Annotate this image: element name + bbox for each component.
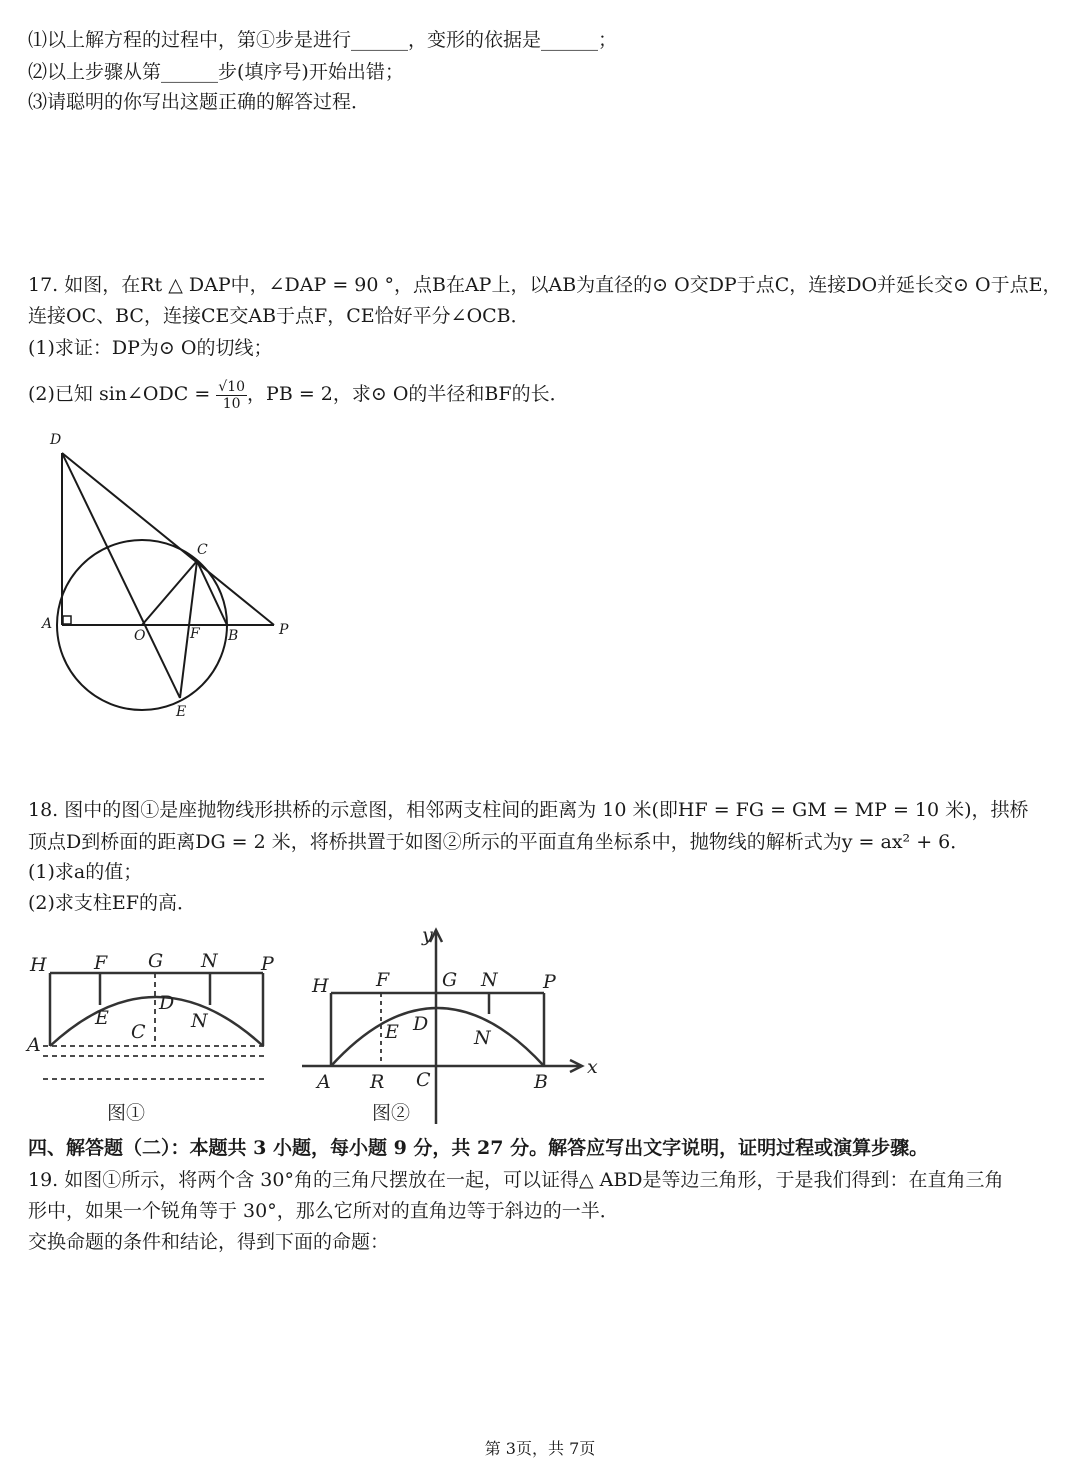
q18-part2: (2)求支柱EF的高． — [28, 892, 196, 914]
q19-line1: 19. 如图①所示，将两个含 30°角的三角尺摆放在一起，可以证得△ ABD是等边三角形，于是我们得到：在直角三角 — [28, 1169, 1004, 1191]
fig2-label-a: A — [317, 1071, 331, 1093]
q16-part2: ⑵以上步骤从第______步(填序号)开始出错； — [28, 61, 404, 83]
segment-dp — [62, 453, 274, 625]
fig1-label-c: C — [131, 1021, 146, 1043]
label-f: F — [190, 626, 200, 642]
fig1-label-n: N — [191, 1010, 208, 1032]
fig1-caption: 图① — [107, 1102, 146, 1124]
section4-heading: 四、解答题（二）：本题共 3 小题，每小题 9 分，共 27 分。解答应写出文字说明，证明过程或演算步骤。 — [28, 1137, 929, 1159]
fig2-arch — [331, 1008, 544, 1066]
segment-oc — [142, 561, 197, 625]
fig1-label-n-top: N — [201, 950, 218, 972]
q17-line1: 17. 如图，在Rt △ DAP中，∠DAP = 90 °，点B在AP上，以AB为直径的⊙ O交DP于点C，连接DO并延长交⊙ O于点E， — [28, 274, 1062, 296]
q16-part3: ⑶请聪明的你写出这题正确的解答过程． — [28, 91, 371, 113]
label-p: P — [279, 622, 289, 638]
q17-fraction-numerator: √10 — [218, 378, 246, 395]
q18-part1: (1)求a的值； — [28, 861, 143, 883]
fig1-arch — [50, 997, 263, 1046]
fig2-label-b: B — [534, 1071, 548, 1093]
segment-cb — [197, 561, 227, 625]
fig2-caption: 图② — [372, 1102, 411, 1124]
q17-fraction — [216, 379, 247, 412]
fig2-label-n: N — [474, 1027, 491, 1049]
label-c: C — [197, 542, 208, 558]
label-e: E — [176, 704, 187, 720]
fig2-label-c: C — [416, 1069, 431, 1091]
fig2-label-g: G — [442, 969, 458, 991]
fig2-label-y: y — [422, 924, 433, 946]
q17-part1: (1)求证：DP为⊙ O的切线； — [28, 337, 273, 359]
fig2-label-f: F — [376, 969, 390, 991]
q17-line2: 连接OC、BC，连接CE交AB于点F，CE恰好平分∠OCB． — [28, 305, 530, 327]
label-b: B — [228, 628, 239, 644]
q17-part2 — [28, 374, 569, 414]
fig1-label-e: E — [95, 1007, 109, 1029]
label-a: A — [42, 616, 53, 632]
fig1-label-g: G — [148, 950, 164, 972]
q17-fraction-denominator: 10 — [222, 395, 241, 412]
fig1-label-d: D — [159, 992, 175, 1014]
fig1-label-a: A — [27, 1034, 41, 1056]
q19-line2: 形中，如果一个锐角等于 30°，那么它所对的直角边等于斜边的一半． — [28, 1200, 619, 1222]
page-number: 第 3页，共 7页 — [484, 1439, 596, 1458]
fig1-label-p: P — [261, 953, 274, 975]
q18-line1: 18. 图中的图①是座抛物线形拱桥的示意图，相邻两支柱间的距离为 10 米(即HF = FG = GM = MP = 10 米)，拱桥 — [28, 799, 1029, 821]
fig2-label-n-top: N — [481, 969, 498, 991]
right-angle-mark — [63, 616, 71, 624]
fig2-label-x: x — [587, 1056, 598, 1078]
fig2-label-r: R — [370, 1071, 385, 1093]
fig2-label-e: E — [385, 1021, 399, 1043]
q18-figure1 — [25, 948, 285, 1128]
q16-part1: ⑴以上解方程的过程中，第①步是进行______，变形的依据是______； — [28, 29, 618, 51]
q19-line3: 交换命题的条件和结论，得到下面的命题： — [28, 1231, 390, 1253]
q17-part2-pre: (2)已知 sin∠ODC = — [28, 383, 211, 405]
q17-part2-post: ，PB = 2，求⊙ O的半径和BF的长． — [247, 383, 569, 405]
fig1-label-f: F — [94, 952, 108, 974]
q18-line2: 顶点D到桥面的距离DG = 2 米，将桥拱置于如图②所示的平面直角坐标系中，抛物线的解析式为y = ax² + 6． — [28, 831, 970, 853]
label-o: O — [134, 628, 146, 644]
segment-de — [62, 453, 180, 698]
fig2-label-d: D — [413, 1013, 429, 1035]
fig2-label-h: H — [312, 975, 329, 997]
q17-figure — [30, 428, 310, 723]
fig2-label-p: P — [543, 971, 556, 993]
label-d: D — [50, 432, 62, 448]
q18-figure2 — [300, 920, 610, 1128]
fig1-label-h: H — [30, 954, 47, 976]
